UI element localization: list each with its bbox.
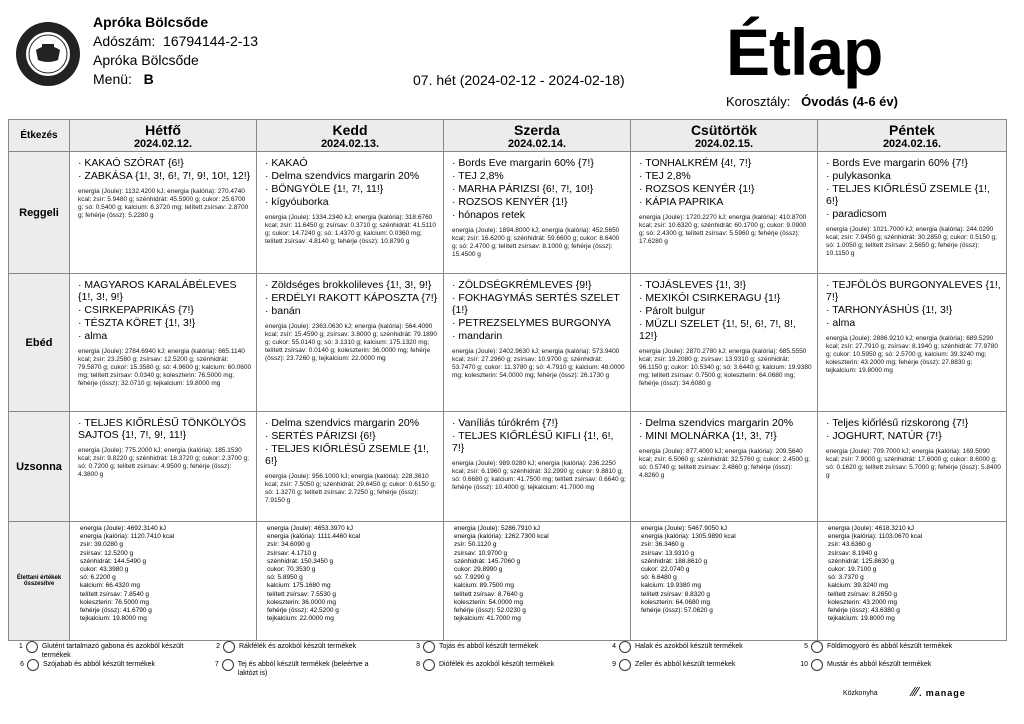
menu-item: · ERDÉLYI RAKOTT KÁPOSZTA {7!} <box>265 292 438 304</box>
summary-cell <box>257 522 444 641</box>
allergen-item <box>798 641 978 653</box>
allergen-text: Tej és abból készült termékek (beleértve a laktózt is) <box>237 661 369 677</box>
summary-line: energia (kalória): 1103.0670 kcal <box>828 533 923 541</box>
menu-items <box>265 417 439 467</box>
menu-table <box>8 119 1007 641</box>
summary-line: energia (Joule): 4692.3140 kJ <box>80 525 167 532</box>
nutrition-info: energia (Joule): 1021.7000 kJ; energia (kalória): 244.0290 kcal; zsír: 7.9450 g; szénhidrát: 30.2850 g; cukor: 0.5150 g; só: 1.0050 g; telített zsírsav: 2.5650 g; fehérje (össz): 10.1150 g <box>826 226 997 257</box>
menu-item: · JOGHURT, NATÚR {7!} <box>826 430 942 442</box>
allergen-item <box>410 659 590 671</box>
menu-cell <box>70 274 257 412</box>
allergen-text: Glutént tartalmazó gabona és azokból készült termékek <box>41 643 184 659</box>
summary-line: tejkalcium: 19.8000 mg <box>828 615 895 623</box>
age-group: Korosztály: Óvodás (4-6 év) <box>726 94 898 109</box>
summary-line: kalcium: 175.1680 mg <box>267 582 331 590</box>
allergen-item <box>210 641 390 653</box>
nutrition-info: energia (Joule): 709.7000 kJ; energia (kalória): 169.5090 kcal; zsír: 7.9000 g; szénhidrát: 17.6000 g; cukor: 8.6000 g; só: 0.1620 g; telített zsírsav: 5.7000 g; fehérje (össz): 5.8400 g <box>826 448 1001 479</box>
summary-line: zsírsav: 8.1940 g <box>828 549 878 557</box>
allergen-icon <box>423 659 435 671</box>
menu-item: · Párolt bulgur <box>639 305 705 317</box>
menu-item: · hónapos retek <box>452 209 525 221</box>
menu-cell <box>444 412 631 522</box>
menu-cell <box>818 274 1007 412</box>
menu-cell <box>70 152 257 274</box>
day-header: Kedd 2024.02.13. <box>257 120 444 152</box>
menu-item: · FOKHAGYMÁS SERTÉS SZELET {1!} <box>452 292 620 316</box>
tax-line: Adószám: 16794144-2-13 <box>93 33 259 49</box>
allergen-item <box>606 641 786 653</box>
summary-line: cukor: 22.0740 g <box>641 566 690 574</box>
menu-item: · pulykasonka <box>826 170 891 182</box>
nutrition-info: energia (Joule): 1132.4200 kJ; energia (kalória): 270.4740 kcal; zsír: 5.9480 g; szénhidrát: 45.5900 g; cukor: 25.6700 g; só: 0.5400 g; kalcium: 6.3720 mg; telített zsírsav: 2.8700 g; fehérje (össz): 5.2280 g <box>78 188 249 219</box>
menu-item: · TEJ 2,8% <box>452 170 504 182</box>
summary-line: kalcium: 19.9380 mg <box>641 582 701 590</box>
summary-line: tejkalcium: 41.7000 mg <box>454 615 521 623</box>
summary-line: szénhidrát: 150.3450 g <box>267 557 334 565</box>
summary-line: energia (Joule): 5467.9050 kJ <box>641 525 728 532</box>
allergen-icon <box>27 659 39 671</box>
nutrition-info: energia (Joule): 2363.0630 kJ; energia (kalória): 564.4090 kcal; zsír: 15.4590 g; zsírsav: 3.8000 g; szénhidrát: 79.1890 g; cukor: 55.0140 g; só: 3.1310 g; kalcium: 175.1320 mg; telített zsírsav: 0.0140 g; koleszterin: 36.0000 mg; fehérje (össz): 23.7260 g; tejkalcium: 22.0000 mg <box>265 323 437 362</box>
summary-line: cukor: 70.3530 g <box>267 566 316 574</box>
allergen-icon <box>619 641 631 653</box>
menu-item: · banán <box>265 305 301 317</box>
meal-label: Uzsonna <box>9 412 70 522</box>
summary-line: fehérje (össz): 43.6380 g <box>828 607 900 615</box>
menu-item: · TARHONYÁSHÚS {1!, 3!} <box>826 304 953 316</box>
nutrition-info: energia (Joule): 956.1000 kJ; energia (kalória): 228.3610 kcal; zsír: 7.5050 g; szénhidrát: 29.6450 g; cukor: 0.6150 g; só: 1.3270 g; telített zsírsav: 2.7250 g; fehérje (össz): 7.9150 g <box>265 473 436 504</box>
allergen-number: 1 <box>18 643 23 650</box>
allergen-icon <box>811 641 823 653</box>
menu-cell <box>631 274 818 412</box>
allergen-number: 3 <box>416 643 420 650</box>
menu-cell <box>257 152 444 274</box>
allergen-icon <box>223 641 235 653</box>
summary-line: fehérje (össz): 42.5200 g <box>267 607 339 615</box>
summary-line: telített zsírsav: 7.8540 g <box>80 590 150 598</box>
allergen-number: 6 <box>20 661 24 668</box>
summary-line: só: 5.8950 g <box>267 574 303 582</box>
menu-item: · kígyóuborka <box>265 196 329 208</box>
menu-cell <box>444 274 631 412</box>
allergen-icon <box>26 641 38 653</box>
menu-items <box>639 417 813 442</box>
menu-item: · Bords Eve margarin 60% {7!} <box>826 157 968 169</box>
summary-line: szénhidrát: 145.7060 g <box>454 557 521 565</box>
footer-kozkonyha: Közkonyha <box>843 690 878 697</box>
institution-name: Apróka Bölcsőde <box>93 14 209 30</box>
allergen-number: 8 <box>416 661 420 668</box>
menu-items <box>265 279 439 317</box>
menu-item: · Zöldséges brokkolileves {1!, 3!, 9!} <box>265 279 432 291</box>
allergen-item <box>798 659 978 671</box>
summary-cell <box>631 522 818 641</box>
menu-item: · ZÖLDSÉGKRÉMLEVES {9!} <box>452 279 592 291</box>
menu-item: · TELJES KIŐRLÉSŰ ZSEMLE {1!, 6!} <box>265 443 429 467</box>
summary-line: tejkalcium: 22.0000 mg <box>267 615 334 623</box>
menu-cell <box>631 152 818 274</box>
menu-item: · MÜZLI SZELET {1!, 5!, 6!, 7!, 8!, 12!} <box>639 318 796 342</box>
menu-item: · Bords Eve margarin 60% {7!} <box>452 157 594 169</box>
menu-items <box>639 279 813 342</box>
menu-items <box>265 157 439 208</box>
nutrition-info: energia (Joule): 2870.2780 kJ; energia (kalória): 685.5550 kcal; zsír: 19.2080 g; zsírsav: 13.9310 g; szénhidrát: 96.1150 g; cukor: 10.5340 g; só: 3.6440 g; kalcium: 19.9380 mg; telített zsírsav: 0.7500 g; koleszterin: 64.0680 mg; fehérje (össz): 34.6080 g <box>639 348 812 387</box>
menu-cell <box>257 274 444 412</box>
summary-line: zsírsav: 10.9700 g <box>454 549 508 557</box>
summary-line: só: 6.2200 g <box>80 574 116 582</box>
menu-cell <box>818 152 1007 274</box>
summary-cell <box>444 522 631 641</box>
summary-line: fehérje (össz): 57.0620 g <box>641 607 713 615</box>
summary-label: Élettani értékek összesítve <box>9 522 70 641</box>
summary-line: cukor: 43.3980 g <box>80 566 129 574</box>
summary-line: cukor: 29.8990 g <box>454 566 503 574</box>
menu-item: · KÁPIA PAPRIKA <box>639 196 724 208</box>
menu-item: · Delma szendvics margarin 20% <box>265 417 420 429</box>
menu-item: · MARHA PÁRIZSI {6!, 7!, 10!} <box>452 183 594 195</box>
summary-line: zsír: 43.6360 g <box>828 541 871 549</box>
summary-line: fehérje (össz): 52.0230 g <box>454 607 526 615</box>
day-header: Péntek 2024.02.16. <box>818 120 1007 152</box>
menu-items <box>452 157 626 221</box>
menu-items <box>826 157 1002 220</box>
allergen-number: 9 <box>612 661 616 668</box>
summary-line: szénhidrát: 125.8630 g <box>828 557 895 565</box>
menu-item: · TÉSZTA KÖRET {1!, 3!} <box>78 317 196 329</box>
menu-item: · SERTÉS PÁRIZSI {6!} <box>265 430 376 442</box>
allergen-number: 5 <box>804 643 808 650</box>
menu-items <box>826 279 1002 329</box>
nutrition-info: energia (Joule): 2784.6940 kJ; energia (kalória): 665.1140 kcal; zsír: 23.2580 g; zsírsav: 12.5200 g; szénhidrát: 79.5870 g; cukor: 15.3580 g; só: 4.9600 g; kalcium: 60.0600 mg; telített zsírsav: 0.0340 g; koleszterin: 76.5000 mg; fehérje (össz): 32.0710 g; tejkalcium: 19.8000 mg <box>78 348 252 387</box>
allergen-text: Halak és azokból készült termékek <box>635 643 743 650</box>
allergen-text: Földimogyoró és abból készült termékek <box>827 643 953 650</box>
menu-item: · TEJ 2,8% <box>639 170 691 182</box>
menu-line: Menü: B <box>93 71 154 87</box>
summary-line: zsírsav: 13.9310 g <box>641 549 695 557</box>
menu-item: · ROZSOS KENYÉR {1!} <box>452 196 568 208</box>
menu-item: · TONHALKRÉM {4!, 7!} <box>639 157 752 169</box>
nutrition-info: energia (Joule): 1334.2340 kJ; energia (kalória): 318.6760 kcal; zsír: 11.6450 g; zsírsav: 0.3710 g; szénhidrát: 41.5110 g; cukor: 14.7240 g; só: 1.4370 g; kalcium: 0.0360 mg; telített zsírsav: 4.8140 g; fehérje (össz): 10.8790 g <box>265 214 437 245</box>
allergen-icon <box>222 659 234 671</box>
allergen-number: 7 <box>214 661 219 668</box>
menu-item: · ROZSOS KENYÉR {1!} <box>639 183 755 195</box>
menu-item: · ZABKÁSA {1!, 3!, 6!, 7!, 9!, 10!, 12!} <box>78 170 251 182</box>
summary-line: zsír: 36.3460 g <box>641 541 684 549</box>
meal-label: Ebéd <box>9 274 70 412</box>
summary-line: telített zsírsav: 7.5530 g <box>267 590 337 598</box>
allergen-text: Tojás és abból készült termékek <box>439 643 539 650</box>
menu-cell <box>70 412 257 522</box>
summary-line: energia (kalória): 1262.7300 kcal <box>454 533 549 541</box>
nutrition-info: energia (Joule): 989.0280 kJ; energia (kalória): 236.2250 kcal; zsír: 6.1960 g; szénhidrát: 32.2990 g; cukor: 9.8810 g; só: 0.6680 g; kalcium: 41.7500 mg; telített zsírsav: 0.6640 g; fehérje (össz): 10.4000 g; tejkalcium: 41.7000 mg <box>452 460 626 491</box>
meal-column-header: Étkezés <box>9 120 70 152</box>
menu-items <box>78 157 252 182</box>
menu-items <box>639 157 813 208</box>
allergen-icon <box>619 659 631 671</box>
allergen-number: 10 <box>800 661 808 668</box>
menu-cell <box>631 412 818 522</box>
menu-item: · Delma szendvics margarin 20% <box>639 417 794 429</box>
summary-line: cukor: 19.7100 g <box>828 566 877 574</box>
summary-line: energia (kalória): 1305.9890 kcal <box>641 533 736 541</box>
footer-brand: ⁄⁄⁄. manage <box>912 684 966 699</box>
meal-label: Reggeli <box>9 152 70 274</box>
summary-line: kalcium: 39.3240 mg <box>828 582 888 590</box>
allergen-text: Mustár és abból készült termékek <box>827 661 932 668</box>
summary-line: só: 6.6480 g <box>641 574 677 582</box>
day-header: Szerda 2024.02.14. <box>444 120 631 152</box>
menu-items <box>78 417 252 441</box>
menu-item: · mandarin <box>452 330 503 342</box>
kozkonyha-logo <box>14 20 82 88</box>
menu-item: · TELJES KIŐRLÉSŰ ZSEMLE {1!, 6!} <box>826 183 990 207</box>
menu-items <box>452 279 626 342</box>
summary-cell <box>70 522 257 641</box>
menu-item: · CSIRKEPAPRIKÁS {7!} <box>78 304 194 316</box>
menu-items <box>826 417 1002 442</box>
menu-items <box>78 279 252 342</box>
menu-item: · paradicsom <box>826 208 887 220</box>
summary-line: koleszterin: 64.0680 mg <box>641 598 711 606</box>
summary-line: kalcium: 66.4320 mg <box>80 582 140 590</box>
summary-line: kalcium: 89.7500 mg <box>454 582 514 590</box>
summary-line: fehérje (össz): 41.6790 g <box>80 607 152 615</box>
allergen-item <box>14 641 194 660</box>
nutrition-info: energia (Joule): 877.4000 kJ; energia (kalória): 209.5640 kcal; zsír: 6.5060 g; szénhidrát: 32.5760 g; cukor: 2.4500 g; só: 0.5740 g; telített zsírsav: 2.4860 g; fehérje (össz): 4.8260 g <box>639 448 810 479</box>
summary-line: zsír: 34.6090 g <box>267 541 310 549</box>
summary-row <box>9 522 1007 641</box>
summary-line: zsír: 39.0280 g <box>80 541 123 549</box>
menu-item: · BÖNGYÖLE {1!, 7!, 11!} <box>265 183 384 195</box>
allergen-item <box>410 641 590 653</box>
summary-line: koleszterin: 76.5000 mg <box>80 598 150 606</box>
menu-item: · TEJFÖLÖS BURGONYALEVES {1!, 7!} <box>826 279 1001 303</box>
summary-line: telített zsírsav: 8.8320 g <box>641 590 711 598</box>
menu-item: · Delma szendvics margarin 20% <box>265 170 420 182</box>
nutrition-info: energia (Joule): 1720.2270 kJ; energia (kalória): 410.8700 kcal; zsír: 10.6320 g; szénhidrát: 60.1700 g; cukor: 9.0900 g; só: 2.4300 g; telített zsírsav: 5.5960 g; fehérje (össz): 17.6280 g <box>639 214 807 245</box>
menu-item: · MAGYAROS KARALÁBÉLEVES {1!, 3!, 9!} <box>78 279 237 303</box>
allergen-text: Zeller és abból készült termékek <box>635 661 736 668</box>
menu-item: · PETREZSELYMES BURGONYA <box>452 317 611 329</box>
summary-line: energia (Joule): 4653.3970 kJ <box>267 525 354 532</box>
institution-name-2: Apróka Bölcsőde <box>93 52 199 68</box>
nutrition-info: energia (Joule): 2886.9210 kJ; energia (kalória): 689.5290 kcal; zsír: 27.7910 g; zsírsav: 8.1940 g; szénhidrát: 77.9780 g; cukor: 10.5950 g; só: 2.5700 g; kalcium: 39.3240 mg; koleszterin: 43.2000 mg; fehérje (össz): 27.8830 g; tejkalcium: 19.8000 mg <box>826 335 998 374</box>
menu-item: · Vaníliás túrókrém {7!} <box>452 417 559 429</box>
menu-cell <box>444 152 631 274</box>
nutrition-info: energia (Joule): 2402.9630 kJ; energia (kalória): 573.9400 kcal; zsír: 27.2960 g; zsírsav: 10.9700 g; szénhidrát: 53.7470 g; cukor: 11.3780 g; só: 4.7910 g; kalcium: 48.0000 mg; koleszterin: 54.0000 mg; fehérje (össz): 26.1730 g <box>452 348 625 379</box>
week-range: 07. hét (2024-02-12 - 2024-02-18) <box>413 72 625 88</box>
summary-line: energia (Joule): 5286.7910 kJ <box>454 525 541 532</box>
summary-line: energia (kalória): 1111.4460 kcal <box>267 533 361 541</box>
nutrition-info: energia (Joule): 775.2000 kJ; energia (kalória): 185.1530 kcal; zsír: 9.8220 g; szénhidrát: 18.3720 g; cukor: 2.3700 g; só: 0.7200 g; telített zsírsav: 4.9500 g; fehérje (össz): 4.3800 g <box>78 447 249 478</box>
summary-line: koleszterin: 36.0000 mg <box>267 598 337 606</box>
summary-line: szénhidrát: 144.5490 g <box>80 557 147 565</box>
menu-item: · MEXIKÓI CSIRKERAGU {1!} <box>639 292 781 304</box>
allergen-item <box>210 659 380 678</box>
allergen-number: 2 <box>216 643 220 650</box>
menu-item: · TELJES KIŐRLÉSŰ KIFLI {1!, 6!, 7!} <box>452 430 614 454</box>
meal-row <box>9 152 1007 274</box>
summary-line: zsír: 50.1120 g <box>454 541 497 549</box>
allergen-item <box>606 659 786 671</box>
meal-row <box>9 274 1007 412</box>
menu-item: · KAKAÓ <box>265 157 308 169</box>
summary-cell <box>818 522 1007 641</box>
menu-item: · MINI MOLNÁRKA {1!, 3!, 7!} <box>639 430 777 442</box>
summary-line: só: 3.7370 g <box>828 574 864 582</box>
summary-line: koleszterin: 43.2000 mg <box>828 598 898 606</box>
allergen-text: Szójabab és abból készült termékek <box>43 661 156 668</box>
summary-line: szénhidrát: 188.8610 g <box>641 557 708 565</box>
nutrition-info: energia (Joule): 1894.8000 kJ; energia (kalória): 452.5650 kcal; zsír: 16.6200 g; szénhidrát: 59.6600 g; cukor: 8.6400 g; só: 2.4700 g; telített zsírsav: 8.1000 g; fehérje (össz): 15.4500 g <box>452 227 620 258</box>
menu-items <box>452 417 626 454</box>
summary-line: energia (kalória): 1120.7410 kcal <box>80 533 175 541</box>
menu-item: · KAKAÓ SZÓRAT {6!} <box>78 157 184 169</box>
menu-item: · TOJÁSLEVES {1!, 3!} <box>639 279 747 291</box>
summary-line: telített zsírsav: 8.7640 g <box>454 590 524 598</box>
allergen-icon <box>423 641 435 653</box>
allergen-item <box>14 659 194 671</box>
allergen-text: Rákfélék és azokból készült termékek <box>239 643 357 650</box>
allergen-text: Diófélék és azokból készült termékek <box>439 661 555 668</box>
menu-cell <box>257 412 444 522</box>
menu-item: · alma <box>826 317 856 329</box>
summary-line: tejkalcium: 19.8000 mg <box>80 615 147 623</box>
meal-row <box>9 412 1007 522</box>
summary-line: zsírsav: 12.5200 g <box>80 549 134 557</box>
summary-line: koleszterin: 54.0000 mg <box>454 598 524 606</box>
summary-line: só: 7.9290 g <box>454 574 490 582</box>
summary-line: zsírsav: 4.1710 g <box>267 549 317 557</box>
page-title: Étlap <box>726 15 883 89</box>
menu-item: · TELJES KIŐRLÉSŰ TÖNKÖLYÖS SAJTOS {1!, 7!, 9!, 11!} <box>78 417 247 441</box>
summary-line: telített zsírsav: 8.2650 g <box>828 590 898 598</box>
allergen-number: 4 <box>612 643 616 650</box>
day-header-row <box>9 120 1007 152</box>
summary-line: energia (Joule): 4618.3210 kJ <box>828 525 915 532</box>
day-header: Csütörtök 2024.02.15. <box>631 120 818 152</box>
menu-cell <box>818 412 1007 522</box>
menu-item: · Teljes kiőrlésű rizskorong {7!} <box>826 417 969 429</box>
day-header: Hétfő 2024.02.12. <box>70 120 257 152</box>
allergen-icon <box>811 659 823 671</box>
menu-item: · alma <box>78 330 108 342</box>
